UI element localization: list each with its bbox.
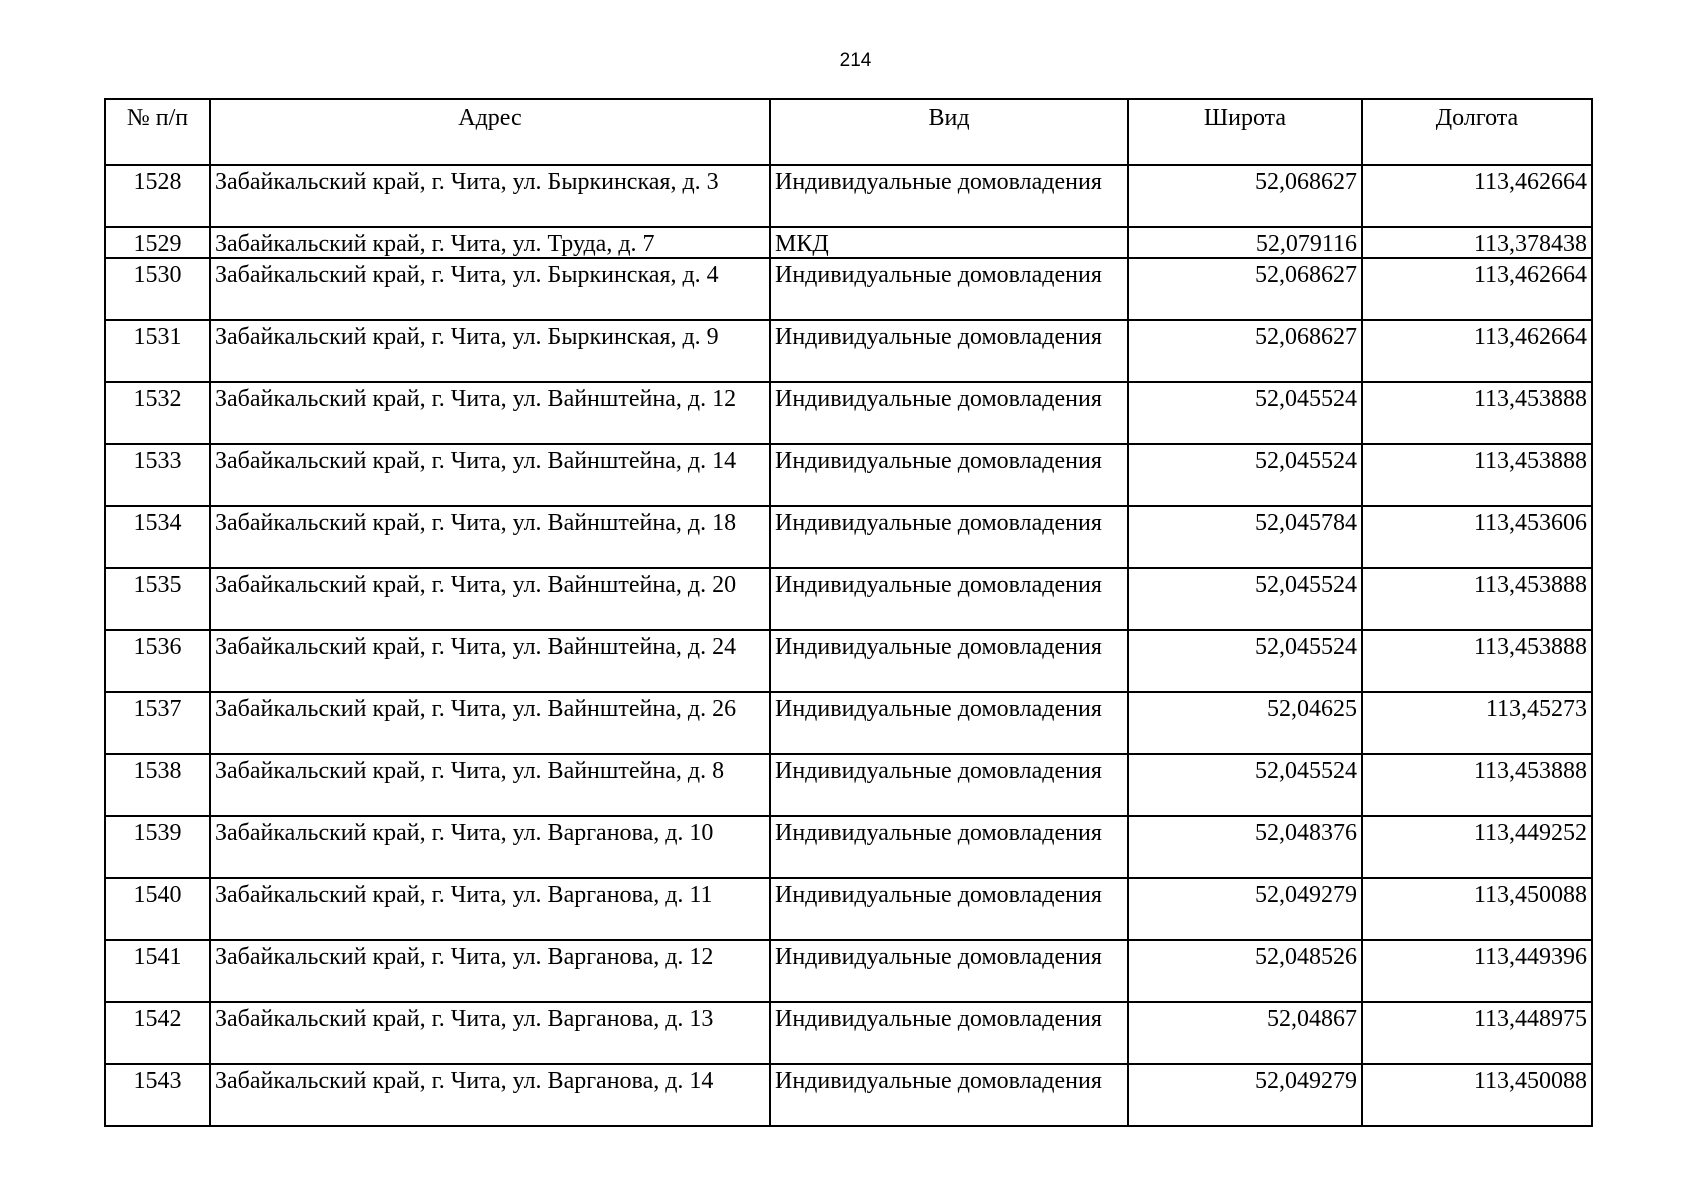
cell-kind: МКД: [770, 227, 1128, 258]
cell-latitude: 52,045524: [1128, 444, 1362, 506]
cell-address: Забайкальский край, г. Чита, ул. Быркинская, д. 9: [210, 320, 770, 382]
cell-num: 1528: [105, 165, 210, 227]
table-row: [105, 568, 1592, 630]
cell-latitude: 52,068627: [1128, 258, 1362, 320]
cell-address: Забайкальский край, г. Чита, ул. Вайнштейна, д. 12: [210, 382, 770, 444]
cell-kind: Индивидуальные домовладения: [770, 1002, 1128, 1064]
table-row: [105, 630, 1592, 692]
cell-latitude: 52,048526: [1128, 940, 1362, 1002]
cell-num: 1537: [105, 692, 210, 754]
cell-longitude: 113,450088: [1362, 878, 1592, 940]
cell-latitude: 52,045524: [1128, 382, 1362, 444]
cell-address: Забайкальский край, г. Чита, ул. Варганова, д. 12: [210, 940, 770, 1002]
cell-address: Забайкальский край, г. Чита, ул. Варганова, д. 11: [210, 878, 770, 940]
cell-kind: Индивидуальные домовладения: [770, 258, 1128, 320]
table-row: [105, 165, 1592, 227]
cell-address: Забайкальский край, г. Чита, ул. Труда, д. 7: [210, 227, 770, 258]
cell-address: Забайкальский край, г. Чита, ул. Вайнштейна, д. 20: [210, 568, 770, 630]
cell-num: 1540: [105, 878, 210, 940]
cell-kind: Индивидуальные домовладения: [770, 320, 1128, 382]
header-num: № п/п: [105, 99, 210, 165]
header-longitude: Долгота: [1362, 99, 1592, 165]
cell-longitude: 113,453888: [1362, 630, 1592, 692]
cell-kind: Индивидуальные домовладения: [770, 754, 1128, 816]
header-kind: Вид: [770, 99, 1128, 165]
cell-longitude: 113,462664: [1362, 258, 1592, 320]
cell-kind: Индивидуальные домовладения: [770, 568, 1128, 630]
cell-address: Забайкальский край, г. Чита, ул. Вайнштейна, д. 26: [210, 692, 770, 754]
cell-latitude: 52,045524: [1128, 630, 1362, 692]
cell-longitude: 113,453888: [1362, 568, 1592, 630]
header-row: [105, 99, 1592, 165]
cell-address: Забайкальский край, г. Чита, ул. Вайнштейна, д. 8: [210, 754, 770, 816]
cell-address: Забайкальский край, г. Чита, ул. Быркинская, д. 4: [210, 258, 770, 320]
cell-latitude: 52,049279: [1128, 1064, 1362, 1126]
header-latitude: Широта: [1128, 99, 1362, 165]
table-row: [105, 258, 1592, 320]
cell-longitude: 113,449396: [1362, 940, 1592, 1002]
cell-longitude: 113,448975: [1362, 1002, 1592, 1064]
cell-num: 1538: [105, 754, 210, 816]
table-header: [105, 99, 1592, 165]
cell-address: Забайкальский край, г. Чита, ул. Варганова, д. 10: [210, 816, 770, 878]
address-registry-table: [104, 98, 1593, 1127]
cell-longitude: 113,453888: [1362, 754, 1592, 816]
cell-latitude: 52,068627: [1128, 320, 1362, 382]
cell-kind: Индивидуальные домовладения: [770, 940, 1128, 1002]
cell-longitude: 113,45273: [1362, 692, 1592, 754]
page-number: 214: [839, 50, 872, 71]
table-row: [105, 878, 1592, 940]
cell-num: 1541: [105, 940, 210, 1002]
cell-num: 1539: [105, 816, 210, 878]
cell-num: 1529: [105, 227, 210, 258]
table-row: [105, 1064, 1592, 1126]
table-row: [105, 816, 1592, 878]
cell-latitude: 52,04867: [1128, 1002, 1362, 1064]
cell-latitude: 52,048376: [1128, 816, 1362, 878]
cell-kind: Индивидуальные домовладения: [770, 444, 1128, 506]
cell-longitude: 113,449252: [1362, 816, 1592, 878]
table-row: [105, 227, 1592, 258]
cell-latitude: 52,04625: [1128, 692, 1362, 754]
cell-num: 1543: [105, 1064, 210, 1126]
cell-kind: Индивидуальные домовладения: [770, 1064, 1128, 1126]
cell-num: 1530: [105, 258, 210, 320]
cell-address: Забайкальский край, г. Чита, ул. Варганова, д. 13: [210, 1002, 770, 1064]
cell-longitude: 113,453606: [1362, 506, 1592, 568]
cell-longitude: 113,378438: [1362, 227, 1592, 258]
cell-address: Забайкальский край, г. Чита, ул. Вайнштейна, д. 24: [210, 630, 770, 692]
cell-num: 1533: [105, 444, 210, 506]
cell-num: 1536: [105, 630, 210, 692]
cell-latitude: 52,045524: [1128, 754, 1362, 816]
cell-longitude: 113,450088: [1362, 1064, 1592, 1126]
table-row: [105, 940, 1592, 1002]
table-row: [105, 692, 1592, 754]
cell-longitude: 113,453888: [1362, 382, 1592, 444]
cell-longitude: 113,462664: [1362, 165, 1592, 227]
table-row: [105, 320, 1592, 382]
cell-num: 1535: [105, 568, 210, 630]
cell-address: Забайкальский край, г. Чита, ул. Вайнштейна, д. 14: [210, 444, 770, 506]
cell-longitude: 113,462664: [1362, 320, 1592, 382]
cell-latitude: 52,068627: [1128, 165, 1362, 227]
cell-address: Забайкальский край, г. Чита, ул. Варганова, д. 14: [210, 1064, 770, 1126]
cell-num: 1542: [105, 1002, 210, 1064]
cell-kind: Индивидуальные домовладения: [770, 165, 1128, 227]
cell-latitude: 52,049279: [1128, 878, 1362, 940]
cell-latitude: 52,045524: [1128, 568, 1362, 630]
table-row: [105, 382, 1592, 444]
cell-num: 1534: [105, 506, 210, 568]
table-row: [105, 506, 1592, 568]
cell-kind: Индивидуальные домовладения: [770, 878, 1128, 940]
cell-num: 1532: [105, 382, 210, 444]
cell-kind: Индивидуальные домовладения: [770, 630, 1128, 692]
cell-kind: Индивидуальные домовладения: [770, 382, 1128, 444]
cell-kind: Индивидуальные домовладения: [770, 692, 1128, 754]
cell-longitude: 113,453888: [1362, 444, 1592, 506]
table-row: [105, 754, 1592, 816]
cell-num: 1531: [105, 320, 210, 382]
cell-latitude: 52,045784: [1128, 506, 1362, 568]
table-row: [105, 444, 1592, 506]
table-body: [105, 165, 1592, 1126]
cell-kind: Индивидуальные домовладения: [770, 506, 1128, 568]
cell-kind: Индивидуальные домовладения: [770, 816, 1128, 878]
table-row: [105, 1002, 1592, 1064]
cell-address: Забайкальский край, г. Чита, ул. Вайнштейна, д. 18: [210, 506, 770, 568]
header-address: Адрес: [210, 99, 770, 165]
cell-latitude: 52,079116: [1128, 227, 1362, 258]
cell-address: Забайкальский край, г. Чита, ул. Быркинская, д. 3: [210, 165, 770, 227]
